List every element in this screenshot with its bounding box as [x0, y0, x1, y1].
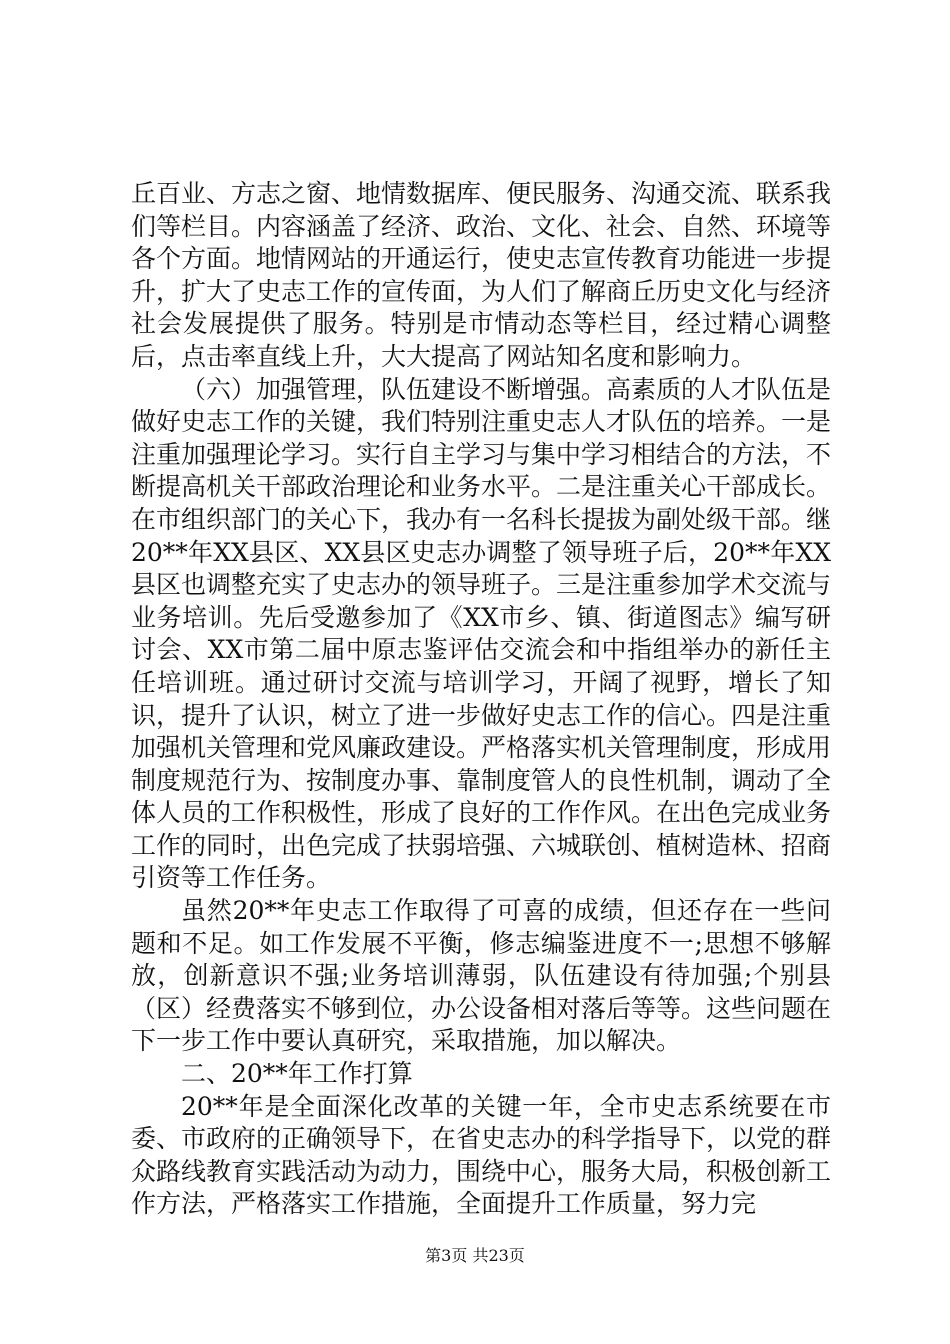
paragraph-plan-intro: 20**年是全面深化改革的关键一年，全市史志系统要在市委、市政府的正确领导下，在省史志办的科学指导下，以党的群众路线教育实践活动为动力，围绕中心，服务大局，积极创新工作方法，严格落实工作措施，全面提升工作质量，努力完	[131, 1091, 832, 1219]
paragraph-section-six: （六）加强管理，队伍建设不断增强。高素质的人才队伍是做好史志工作的关键，我们特别注重史志人才队伍的培养。一是注重加强理论学习。实行自主学习与集中学习相结合的方法，不断提高机关干部政治理论和业务水平。二是注重关心干部成长。在市组织部门的关心下，我办有一名科长提拔为副处级干部。继20**年XX县区、XX县区史志办调整了领导班子后，20**年XX县区也调整充实了史志办的领导班子。三是注重参加学术交流与业务培训。先后受邀参加了《XX市乡、镇、街道图志》编写研讨会、XX市第二届中原志鉴评估交流会和中指组举办的新任主任培训班。通过研讨交流与培训学习，开阔了视野，增长了知识，提升了认识，树立了进一步做好史志工作的信心。四是注重加强机关管理和党风廉政建设。严格落实机关管理制度，形成用制度规范行为、按制度办事、靠制度管人的良性机制，调动了全体人员的工作积极性，形成了良好的工作作风。在出色完成业务工作的同时，出色完成了扶弱培强、六城联创、植树造林、招商引资等工作任务。	[131, 374, 832, 893]
document-body	[131, 178, 831, 1221]
page-footer: 第3页 共23页	[425, 1246, 525, 1265]
paragraph-problems: 虽然20**年史志工作取得了可喜的成绩，但还存在一些问题和不足。如工作发展不平衡，修志编鉴进度不一;思想不够解放，创新意识不强;业务培训薄弱，队伍建设有待加强;个别县（区）经费落实不够到位，办公设备相对落后等等。这些问题在下一步工作中要认真研究，采取措施，加以解决。	[131, 896, 832, 1056]
section-heading-plan: 二、20**年工作打算	[181, 1059, 413, 1089]
paragraph-continuation: 丘百业、方志之窗、地情数据库、便民服务、沟通交流、联系我们等栏目。内容涵盖了经济、政治、文化、社会、自然、环境等各个方面。地情网站的开通运行，使史志宣传教育功能进一步提升，扩大了史志工作的宣传面，为人们了解商丘历史文化与经济社会发展提供了服务。特别是市情动态等栏目，经过精心调整后，点击率直线上升，大大提高了网站知名度和影响力。	[131, 179, 832, 371]
